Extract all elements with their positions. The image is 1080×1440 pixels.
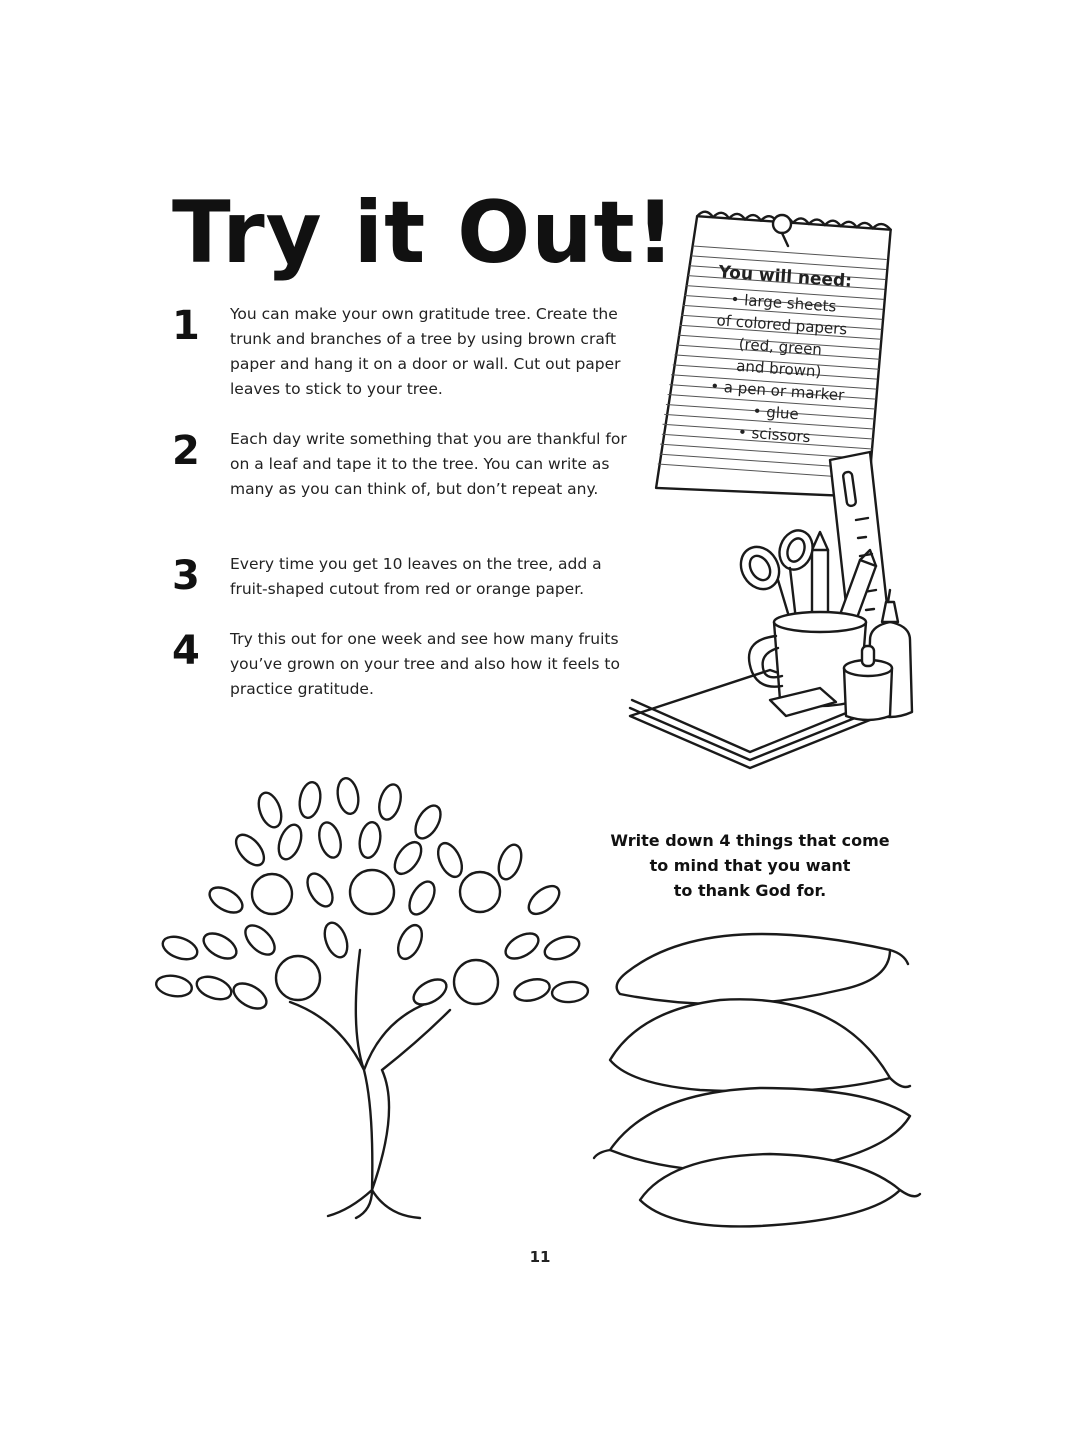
leaf-icon[interactable] xyxy=(610,999,910,1091)
tree-illustration xyxy=(150,770,610,1230)
prompt-line: to thank God for. xyxy=(673,881,827,900)
supplies-list xyxy=(684,260,876,452)
step-number: 1 xyxy=(172,303,200,349)
prompt-line: Write down 4 things that come xyxy=(610,831,890,850)
step-number: 2 xyxy=(172,428,200,474)
prompt-line: to mind that you want xyxy=(649,856,851,875)
step-text: Each day write something that you are thankful for on a leaf and tape it to the tree. You can write as many as you can think of, but don’t repeat any. xyxy=(230,430,627,498)
step-text: Every time you get 10 leaves on the tree, add a fruit-shaped cutout from red or orange paper. xyxy=(230,555,602,598)
tree-fruit xyxy=(252,870,500,1004)
page-number: 11 xyxy=(529,1248,551,1266)
step-text: You can make your own gratitude tree. Create the trunk and branches of a tree by using brown craft paper and hang it on a door or wall. Cut out paper leaves to stick to your tree. xyxy=(230,305,621,398)
page-title: Try it Out! xyxy=(172,183,676,283)
step-number: 4 xyxy=(172,628,200,674)
supplies-heading: You will need: xyxy=(717,262,853,292)
supply-item: and brown) xyxy=(735,356,822,381)
step-number: 3 xyxy=(172,553,200,599)
craft-supplies-illustration xyxy=(620,450,940,750)
supply-item: • glue xyxy=(752,402,800,424)
supply-item: • large sheets xyxy=(729,290,837,316)
scissors-icon xyxy=(733,526,817,620)
supply-item: • a pen or marker xyxy=(709,377,845,405)
leaf-icon[interactable] xyxy=(617,934,908,1004)
leaf-writing-stack xyxy=(590,920,920,1240)
supply-item: (red, green xyxy=(738,334,823,359)
supply-item: of colored papers xyxy=(716,311,848,339)
writing-prompt xyxy=(600,828,900,903)
step-text: Try this out for one week and see how many fruits you’ve grown on your tree and also how it feels to practice gratitude. xyxy=(230,630,620,698)
supply-item: • scissors xyxy=(737,423,812,447)
